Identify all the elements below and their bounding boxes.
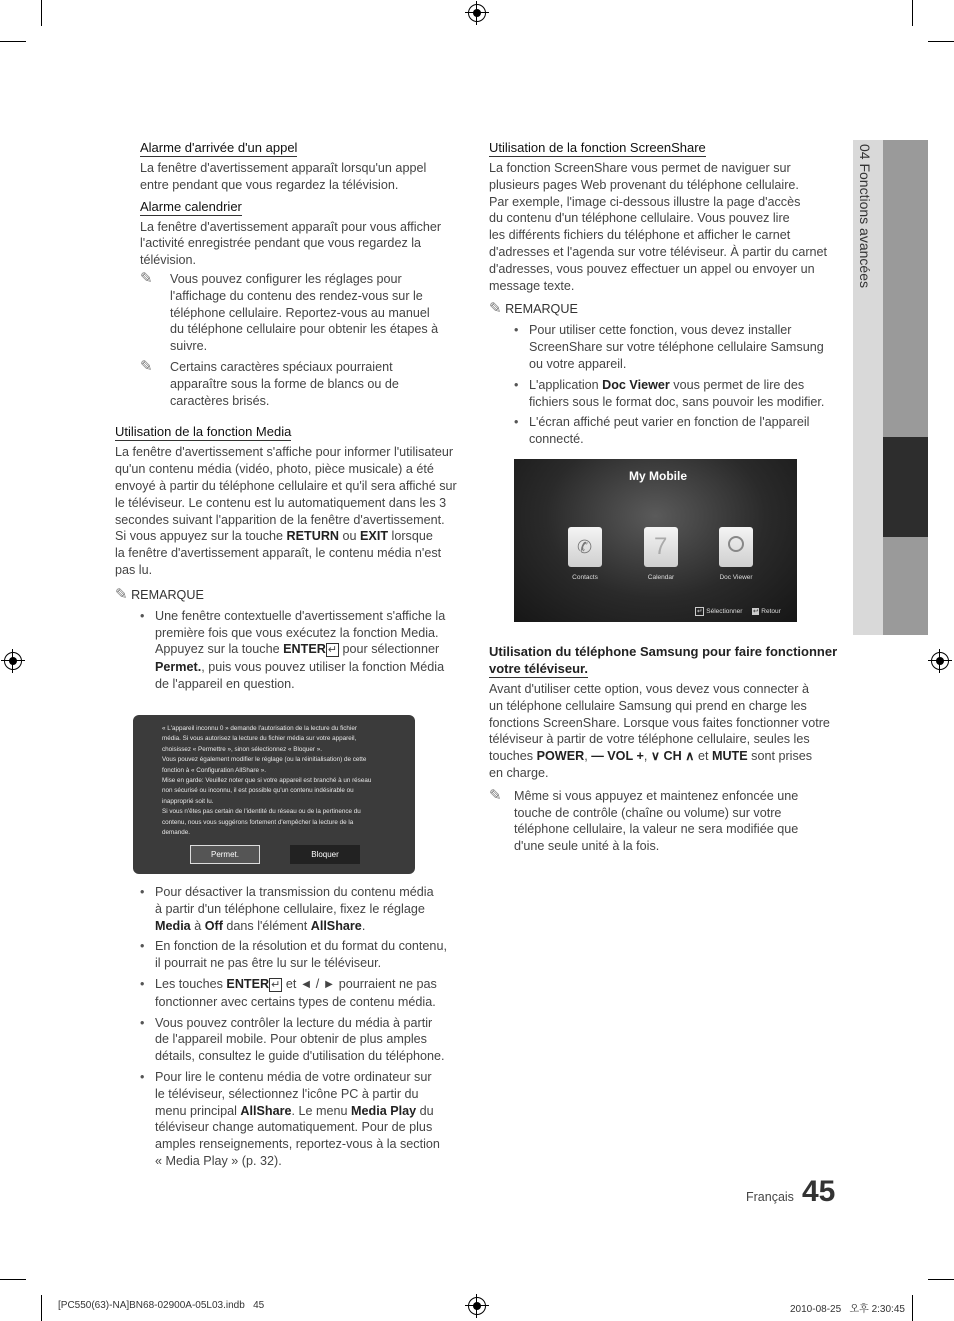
- return-key-icon: ↩: [753, 608, 759, 615]
- page-number: 45: [802, 1175, 836, 1208]
- note: ✎ Vous pouvez configurer les réglages pour l'affichage du contenu des rendez-vous sur le téléphone cellulaire. Reportez-vous au manuel du téléphone cellulaire pour obtenir les étapes à suivre.: [140, 269, 439, 354]
- list-item: • Pour désactiver la transmission du contenu média à partir d'un téléphone cellulaire, fixez le réglage Media à Off dans l'élément AllShare.: [140, 884, 470, 934]
- paragraph: La fenêtre d'avertissement s'affiche pour informer l'utilisateur qu'un contenu média (vidéo, photo, pièce musicale) a été envoyé à partir du téléphone cellulaire et qu'il sera affiché sur le téléviseur. Le contenu est lu automatiquement dans les 3 secondes suivant l'apparition de la fenêtre d'avertissement. Si vous appuyez sur la touche RETURN ou EXIT lorsque la fenêtre d'avertissement apparaît, le contenu média n'est pas lu.: [115, 445, 457, 577]
- channel-key: ∨ CH ∧: [650, 749, 695, 764]
- section-heading: votre téléviseur.: [489, 661, 588, 676]
- section-heading: Utilisation de la fonction Media: [115, 424, 292, 440]
- note-pencil-icon: ✎: [489, 786, 502, 804]
- block-button[interactable]: Bloquer: [290, 845, 360, 864]
- calendar-icon[interactable]: 7: [644, 527, 678, 567]
- left-column: [115, 139, 465, 693]
- doc-viewer-icon[interactable]: [719, 527, 753, 567]
- crop-mark: [0, 41, 26, 42]
- select-hint: ↵ Sélectionner: [697, 608, 743, 615]
- right-column-lower: [489, 643, 841, 855]
- section-heading: Utilisation de la fonction ScreenShare: [489, 140, 706, 155]
- note-pencil-icon: ✎: [140, 357, 153, 375]
- doc-viewer-label: Doc Viewer: [719, 574, 753, 581]
- contacts-label: Contacts: [572, 574, 598, 581]
- crop-mark: [0, 1279, 26, 1280]
- paragraph: La fenêtre d'avertissement apparaît lorsqu'un appel entre pendant que vous regardez la télévision.: [140, 161, 427, 192]
- tab-band: [883, 140, 928, 437]
- volume-key: — VOL +: [591, 749, 644, 764]
- registration-mark-icon: [4, 652, 22, 670]
- tab-band-active: [883, 437, 928, 537]
- enter-key-icon: ↵: [327, 644, 338, 657]
- crop-mark: [41, 0, 42, 26]
- note-pencil-icon: ✎: [115, 585, 128, 603]
- contacts-icon[interactable]: ✆: [568, 527, 602, 567]
- print-date: 2010-08-25 오후 2:30:45: [790, 1304, 905, 1315]
- registration-mark-icon: [468, 1297, 486, 1315]
- section-heading: Utilisation du téléphone Samsung pour faire fonctionner: [489, 644, 838, 659]
- paragraph: Avant d'utiliser cette option, vous devez vous connecter à un téléphone cellulaire Samsung qui prend en charge les fonctions ScreenShare. Lorsque vous faites fonctionner votre téléviseur à partir de votre téléphone cellulaire, seules les touches POWER, — VOL +, ∨ CH ∧ et MUTE sont prises en charge.: [489, 682, 830, 780]
- left-column-lower: [140, 884, 470, 1170]
- list-item: • L'écran affiché peut varier en fonction de l'appareil connecté.: [514, 414, 841, 448]
- list-item: • L'application Doc Viewer vous permet de lire des fichiers sous le format doc, sans pouvoir les modifier.: [514, 377, 841, 411]
- chapter-tab-label: 04 Fonctions avancées: [857, 144, 873, 288]
- paragraph: La fonction ScreenShare vous permet de naviguer sur plusieurs pages Web provenant du téléphone cellulaire. Par exemple, l'image ci-dessous illustre la page d'accès du contenu d'un téléphone cellulaire. Vous pouvez lire les différents fichiers du téléphone et afficher le carnet d'adresses et l'agenda sur votre téléviseur. À partir du carnet d'adresses, vous pouvez effectuer un appel ou envoyer un message texte.: [489, 161, 828, 293]
- section-heading: Alarme d'arrivée d'un appel: [140, 140, 298, 155]
- paragraph: La fenêtre d'avertissement apparaît pour vous afficher l'activité enregistrée pendant que vous regardez la télévision.: [140, 219, 442, 268]
- back-hint: ↩ Retour: [753, 608, 781, 615]
- note: ✎ Même si vous appuyez et maintenez enfoncée une touche de contrôle (chaîne ou volume) sur votre téléphone cellulaire, la valeur ne sera modifiée que d'une seule unité à la fois.: [489, 786, 799, 854]
- calendar-label: Calendar: [647, 574, 675, 581]
- list-item: • Pour utiliser cette fonction, vous devez installer ScreenShare sur votre téléphone cellulaire Samsung ou votre appareil.: [514, 322, 841, 372]
- print-file-info: [PC550(63)-NA]BN68-02900A-05L03.indb 45: [58, 1300, 265, 1311]
- note-pencil-icon: ✎: [140, 269, 153, 287]
- language-label: Français: [746, 1190, 794, 1204]
- crop-mark: [912, 0, 913, 26]
- my-mobile-title: My Mobile: [629, 469, 688, 483]
- crop-mark: [41, 1295, 42, 1321]
- remarque-label: ✎ REMARQUE: [489, 300, 578, 318]
- remarque-label: ✎ REMARQUE: [115, 585, 204, 603]
- tab-band: [883, 537, 928, 635]
- registration-mark-icon: [931, 652, 949, 670]
- enter-key-icon: ↵: [697, 608, 703, 615]
- list-item: • En fonction de la résolution et du format du contenu, il pourrait ne pas être lu sur le téléviseur.: [140, 938, 470, 972]
- enter-key-icon: ↵: [271, 978, 281, 991]
- crop-mark: [912, 1295, 913, 1321]
- registration-mark-icon: [468, 4, 486, 22]
- permit-button[interactable]: Permet.: [190, 845, 260, 864]
- list-item: • Vous pouvez contrôler la lecture du média à partir de l'appareil mobile. Pour obtenir de plus amples détails, consultez le guide d'utilisation du téléphone.: [140, 1015, 470, 1065]
- note-pencil-icon: ✎: [489, 300, 502, 318]
- note: ✎ Certains caractères spéciaux pourraient apparaître sous la forme de blancs ou de caractères brisés.: [140, 357, 399, 408]
- dialog-message: « L'appareil inconnu 0 » demande l'autorisation de la lecture du fichier média. Si vous autorisez la lecture du fichier média sur votre appareil, choisissez « Permettre », sinon sélectionnez « Bloquer ». Vous pouvez également modifier le réglage (ou la réinitialisation) de cette fonction à « Configuration AllShare ». Mise en garde: Veuillez noter que si votre appareil est branché à un réseau non sécurisé ou inconnu, il est possible qu'un contenu indésirable ou inapproprié soit lu. Si vous n'êtes pas certain de l'identité du réseau ou de la pertinence du contenu, nous vous suggérons fortement d'empêcher la lecture de la demande.: [162, 725, 372, 837]
- section-heading: Alarme calendrier: [140, 198, 242, 214]
- list-item: • Pour lire le contenu média de votre ordinateur sur le téléviseur, sélectionnez l'icône PC à partir du menu principal AllShare. Le menu Media Play du téléviseur change automatiquement. Pour de plus amples renseignements, reportez-vous à la section « Media Play » (p. 32).: [140, 1069, 470, 1170]
- right-column: [489, 139, 841, 448]
- list-item: • Une fenêtre contextuelle d'avertissement s'affiche la première fois que vous exécutez la fonction Media. Appuyez sur la touche ENTER ↵ pour sélectionner Permet., puis vous pouvez utiliser la fonction Média de l'appareil en question.: [140, 608, 465, 693]
- list-item: • Les touches ENTER ↵ et ◄ / ► pourraient ne pas fonctionner avec certains types de contenu média.: [140, 976, 470, 1011]
- crop-mark: [928, 41, 954, 42]
- crop-mark: [928, 1279, 954, 1280]
